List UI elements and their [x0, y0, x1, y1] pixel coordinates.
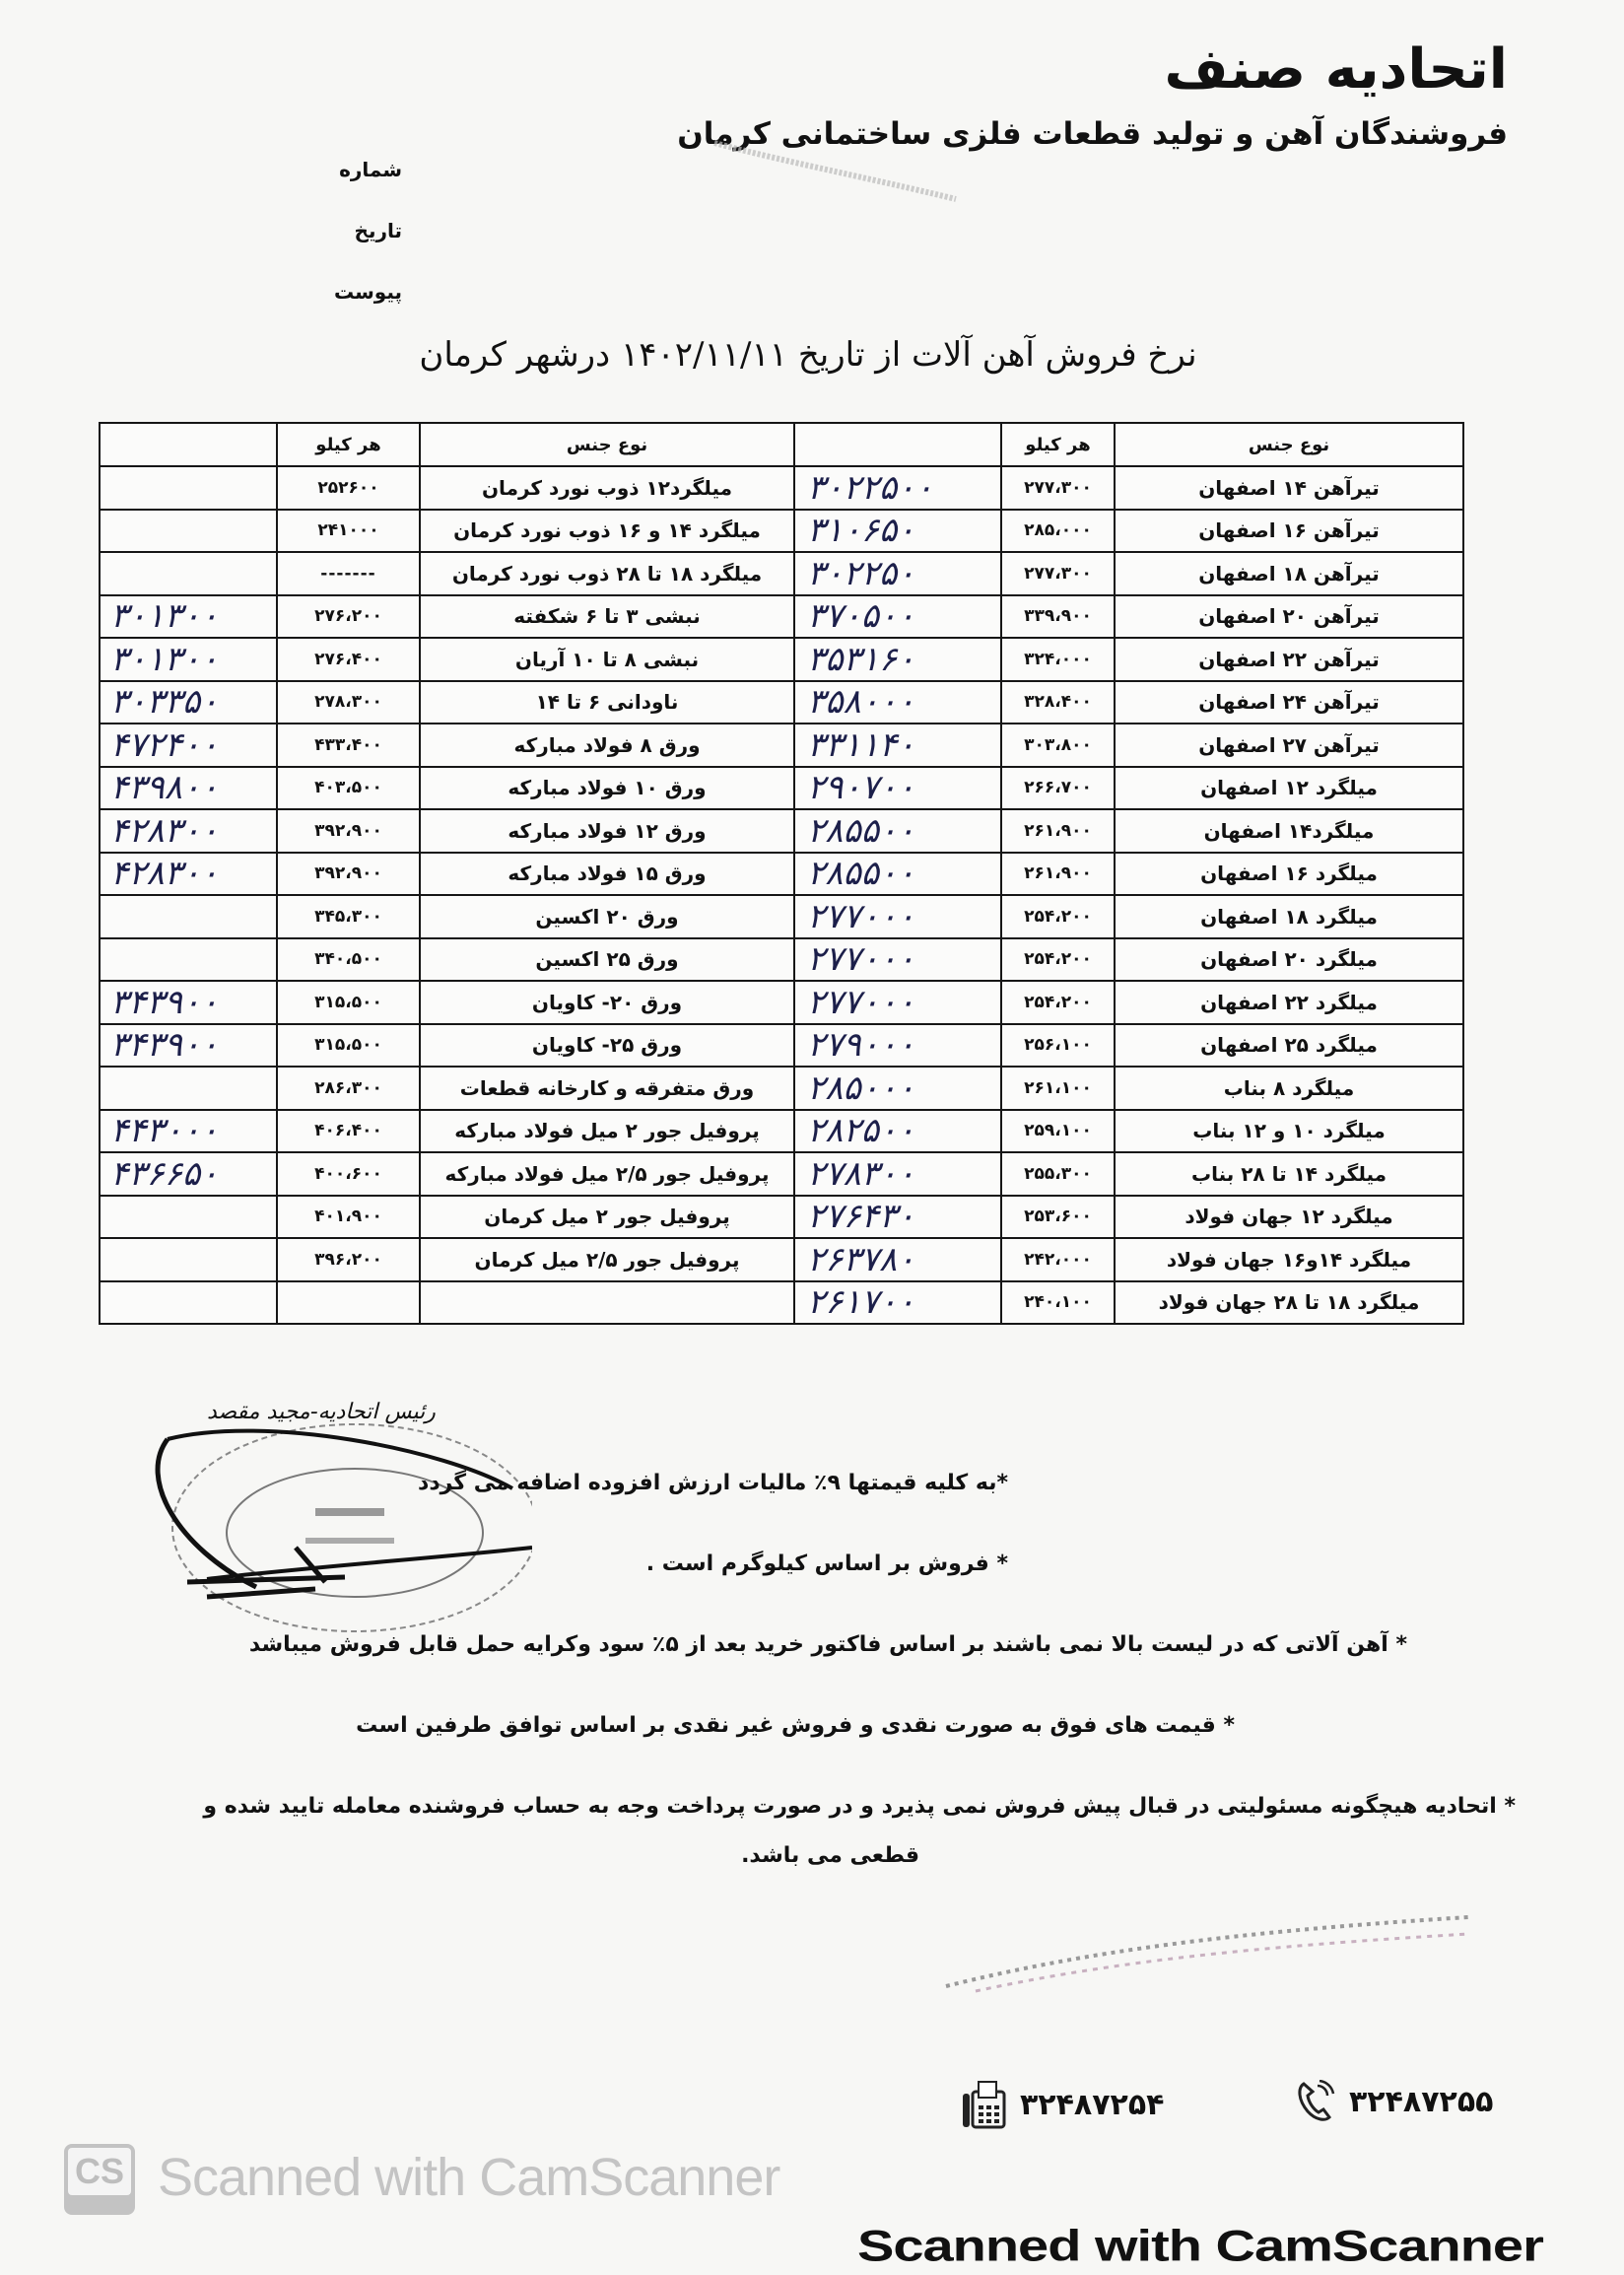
right-item-name: تیرآهن ۱۴ اصفهان — [1115, 466, 1463, 510]
left-price-per-kg: ۳۹۲،۹۰۰ — [277, 853, 420, 896]
left-handwritten-price: ۴۴۳۰۰۰ — [100, 1110, 277, 1153]
camscanner-logo-text: CS — [68, 2148, 131, 2195]
left-handwritten-price: ۳۴۳۹۰۰ — [100, 1024, 277, 1068]
document-title: نرخ فروش آهن آلات از تاریخ ۱۴۰۲/۱۱/۱۱ درشهر کرمان — [419, 335, 1197, 375]
left-price-per-kg: ۳۴۰،۵۰۰ — [277, 938, 420, 982]
note-liability-cont: قطعی می باشد. — [741, 1843, 919, 1868]
right-item-name: میلگرد ۱۲ اصفهان — [1115, 767, 1463, 810]
left-price-per-kg: ۳۱۵،۵۰۰ — [277, 1024, 420, 1068]
left-item-name: پروفیل جور ۲/۵ میل کرمان — [420, 1238, 794, 1281]
right-price-per-kg: ۲۷۷،۳۰۰ — [1001, 466, 1115, 510]
left-item-name: ورق ۲۵ اکسین — [420, 938, 794, 982]
table-row — [100, 681, 1463, 724]
table-row — [100, 853, 1463, 896]
fax-icon — [961, 2080, 1006, 2129]
left-item-name: ورق متفرقه و کارخانه قطعات — [420, 1067, 794, 1110]
camscanner-footer: Scanned with CamScanner — [857, 2220, 1543, 2271]
right-price-per-kg: ۲۴۲،۰۰۰ — [1001, 1238, 1115, 1281]
left-handwritten-price — [100, 895, 277, 938]
table-row — [100, 638, 1463, 681]
left-price-per-kg: ۳۱۵،۵۰۰ — [277, 981, 420, 1024]
table-row — [100, 1024, 1463, 1068]
left-price-per-kg: ۲۷۸،۳۰۰ — [277, 681, 420, 724]
left-price-per-kg: ۴۰۳،۵۰۰ — [277, 767, 420, 810]
right-item-name: میلگرد۱۴ اصفهان — [1115, 809, 1463, 853]
left-item-name: میلگرد ۱۴ و ۱۶ ذوب نورد کرمان — [420, 510, 794, 553]
right-price-per-kg: ۲۴۰،۱۰۰ — [1001, 1281, 1115, 1325]
left-item-name: ورق ۲۰ اکسین — [420, 895, 794, 938]
right-price-per-kg: ۲۵۴،۲۰۰ — [1001, 981, 1115, 1024]
right-price-per-kg: ۲۵۹،۱۰۰ — [1001, 1110, 1115, 1153]
org-subtitle: فروشندگان آهن و تولید قطعات فلزی ساختمانی کرمان — [677, 116, 1508, 152]
left-price-per-kg: ۳۹۶،۲۰۰ — [277, 1238, 420, 1281]
left-handwritten-price: ۴۲۸۳۰۰ — [100, 809, 277, 853]
right-handwritten-price: ۲۷۷۰۰۰ — [794, 895, 1001, 938]
left-handwritten-price — [100, 1281, 277, 1325]
left-price-per-kg: ۲۷۶،۲۰۰ — [277, 595, 420, 639]
fax-contact — [961, 2080, 1164, 2129]
left-handwritten-price: ۳۰۱۳۰۰ — [100, 595, 277, 639]
right-price-per-kg: ۳۲۴،۰۰۰ — [1001, 638, 1115, 681]
table-row — [100, 895, 1463, 938]
left-handwritten-header — [100, 423, 277, 466]
left-price-per-kg: ۲۷۶،۴۰۰ — [277, 638, 420, 681]
right-item-name: میلگرد ۸ بناب — [1115, 1067, 1463, 1110]
left-price-per-kg: ۳۴۵،۳۰۰ — [277, 895, 420, 938]
right-handwritten-price: ۳۰۲۲۵۰ — [794, 552, 1001, 595]
left-name-header: نوع جنس — [420, 423, 794, 466]
left-price-per-kg: ۳۹۲،۹۰۰ — [277, 809, 420, 853]
note-per-kg: * فروش بر اساس کیلوگرم است . — [645, 1551, 1008, 1576]
right-handwritten-price: ۲۶۳۷۸۰ — [794, 1238, 1001, 1281]
left-handwritten-price: ۴۳۹۸۰۰ — [100, 767, 277, 810]
note-cash-prices: * قیمت های فوق به صورت نقدی و فروش غیر نقدی بر اساس توافق طرفین است — [356, 1713, 1235, 1738]
left-price-per-kg: ۲۴۱۰۰۰ — [277, 510, 420, 553]
table-row — [100, 809, 1463, 853]
right-item-name: تیرآهن ۲۴ اصفهان — [1115, 681, 1463, 724]
right-handwritten-price: ۳۰۲۲۵۰۰ — [794, 466, 1001, 510]
table-row — [100, 724, 1463, 767]
camscanner-logo-icon — [64, 2144, 135, 2215]
left-item-name: ورق ۲۰- کاویان — [420, 981, 794, 1024]
right-item-name: تیرآهن ۱۸ اصفهان — [1115, 552, 1463, 595]
right-handwritten-price: ۲۸۵۰۰۰ — [794, 1067, 1001, 1110]
right-handwritten-price: ۳۵۸۰۰۰ — [794, 681, 1001, 724]
phone-contact — [1296, 2080, 1493, 2123]
left-handwritten-price — [100, 552, 277, 595]
phone-icon — [1296, 2080, 1335, 2123]
left-handwritten-price — [100, 510, 277, 553]
table-row — [100, 981, 1463, 1024]
table-row — [100, 552, 1463, 595]
right-item-name: میلگرد ۱۴ تا ۲۸ بناب — [1115, 1152, 1463, 1196]
meta-attachment-label: پیوست — [333, 280, 402, 304]
signature-text: رئیس اتحادیه-مجید مقصد — [207, 1400, 436, 1424]
right-item-name: میلگرد ۱۸ تا ۲۸ جهان فولاد — [1115, 1281, 1463, 1325]
right-handwritten-price: ۲۷۹۰۰۰ — [794, 1024, 1001, 1068]
right-item-name: میلگرد ۱۸ اصفهان — [1115, 895, 1463, 938]
union-stamp-icon — [148, 1410, 532, 1641]
right-price-per-kg: ۳۳۹،۹۰۰ — [1001, 595, 1115, 639]
table-row — [100, 1152, 1463, 1196]
right-price-per-kg: ۲۶۱،۱۰۰ — [1001, 1067, 1115, 1110]
fax-number: ۳۲۴۸۷۲۵۴ — [1020, 2087, 1165, 2122]
right-price-per-kg: ۲۶۱،۹۰۰ — [1001, 853, 1115, 896]
right-handwritten-price: ۲۹۰۷۰۰ — [794, 767, 1001, 810]
left-item-name — [420, 1281, 794, 1325]
scan-smear-decoration — [710, 138, 966, 207]
meta-date-label: تاریخ — [354, 219, 402, 242]
left-price-per-kg: ۴۰۱،۹۰۰ — [277, 1196, 420, 1239]
left-handwritten-price — [100, 1196, 277, 1239]
camscanner-watermark: Scanned with CamScanner — [158, 2148, 780, 2207]
right-item-name: میلگرد ۱۶ اصفهان — [1115, 853, 1463, 896]
right-handwritten-price: ۲۷۸۳۰۰ — [794, 1152, 1001, 1196]
right-price-per-kg: ۲۸۵،۰۰۰ — [1001, 510, 1115, 553]
right-handwritten-price: ۳۷۰۵۰۰ — [794, 595, 1001, 639]
right-price-per-kg: ۲۵۳،۶۰۰ — [1001, 1196, 1115, 1239]
left-handwritten-price — [100, 466, 277, 510]
left-item-name: نبشی ۳ تا ۶ شکفته — [420, 595, 794, 639]
right-handwritten-price: ۳۳۱۱۴۰ — [794, 724, 1001, 767]
right-price-per-kg: ۲۵۴،۲۰۰ — [1001, 895, 1115, 938]
right-item-name: میلگرد ۱۲ جهان فولاد — [1115, 1196, 1463, 1239]
right-price-per-kg: ۲۵۴،۲۰۰ — [1001, 938, 1115, 982]
right-item-name: تیرآهن ۱۶ اصفهان — [1115, 510, 1463, 553]
table-row — [100, 1110, 1463, 1153]
phone-number: ۳۲۴۸۷۲۵۵ — [1349, 2084, 1494, 2119]
table-row — [100, 938, 1463, 982]
right-item-name: میلگرد ۱۰ و ۱۲ بناب — [1115, 1110, 1463, 1153]
left-item-name: ورق ۸ فولاد مبارکه — [420, 724, 794, 767]
left-handwritten-price: ۳۰۱۳۰۰ — [100, 638, 277, 681]
left-item-name: نبشی ۸ تا ۱۰ آریان — [420, 638, 794, 681]
note-unlisted-items: * آهن آلاتی که در لیست بالا نمی باشند بر اساس فاکتور خرید بعد از ۵٪ سود وکرایه حمل قابل فروش میباشد — [248, 1632, 1407, 1657]
right-item-name: تیرآهن ۲۰ اصفهان — [1115, 595, 1463, 639]
left-handwritten-price: ۳۴۳۹۰۰ — [100, 981, 277, 1024]
left-item-name: میلگرد ۱۸ تا ۲۸ ذوب نورد کرمان — [420, 552, 794, 595]
right-price-per-kg: ۲۷۷،۳۰۰ — [1001, 552, 1115, 595]
right-item-name: میلگرد ۲۰ اصفهان — [1115, 938, 1463, 982]
right-price-per-kg: ۲۵۶،۱۰۰ — [1001, 1024, 1115, 1068]
left-handwritten-price: ۴۳۶۶۵۰ — [100, 1152, 277, 1196]
left-item-name: ورق ۱۵ فولاد مبارکه — [420, 853, 794, 896]
right-name-header: نوع جنس — [1115, 423, 1463, 466]
note-vat: *به کلیه قیمتها ۹٪ مالیات ارزش افزوده اضافه می گردد — [418, 1471, 1008, 1495]
table-body — [100, 466, 1463, 1324]
left-item-name: پروفیل جور ۲ میل فولاد مبارکه — [420, 1110, 794, 1153]
right-handwritten-price: ۲۸۵۵۰۰ — [794, 853, 1001, 896]
table-row — [100, 1281, 1463, 1325]
left-price-per-kg: ۴۰۰،۶۰۰ — [277, 1152, 420, 1196]
left-handwritten-price: ۴۲۸۳۰۰ — [100, 853, 277, 896]
left-item-name: ورق ۱۰ فولاد مبارکه — [420, 767, 794, 810]
left-item-name: پروفیل جور ۲ میل کرمان — [420, 1196, 794, 1239]
left-price-per-kg: ۴۳۳،۴۰۰ — [277, 724, 420, 767]
right-handwritten-price: ۲۷۶۴۳۰ — [794, 1196, 1001, 1239]
left-price-per-kg — [277, 1281, 420, 1325]
right-handwritten-header — [794, 423, 1001, 466]
note-liability: * اتحادیه هیچگونه مسئولیتی در قبال پیش فروش نمی پذیرد و در صورت پرداخت وجه به حساب فروشنده معامله تایید شده و — [203, 1794, 1516, 1819]
right-price-header: هر کیلو — [1001, 423, 1115, 466]
right-price-per-kg: ۳۲۸،۴۰۰ — [1001, 681, 1115, 724]
right-item-name: تیرآهن ۲۷ اصفهان — [1115, 724, 1463, 767]
right-price-per-kg: ۳۰۳،۸۰۰ — [1001, 724, 1115, 767]
faint-stamp-trace — [936, 1912, 1488, 2001]
table-row — [100, 595, 1463, 639]
org-title: اتحادیه صنف — [1164, 37, 1508, 102]
right-item-name: میلگرد ۱۴و۱۶ جهان فولاد — [1115, 1238, 1463, 1281]
right-price-per-kg: ۲۶۱،۹۰۰ — [1001, 809, 1115, 853]
right-item-name: تیرآهن ۲۲ اصفهان — [1115, 638, 1463, 681]
left-item-name: پروفیل جور ۲/۵ میل فولاد مبارکه — [420, 1152, 794, 1196]
left-price-per-kg: ۴۰۶،۴۰۰ — [277, 1110, 420, 1153]
right-price-per-kg: ۲۶۶،۷۰۰ — [1001, 767, 1115, 810]
right-handwritten-price: ۲۷۷۰۰۰ — [794, 938, 1001, 982]
right-handwritten-price: ۳۱۰۶۵۰ — [794, 510, 1001, 553]
left-price-per-kg: ------- — [277, 552, 420, 595]
right-handwritten-price: ۲۸۲۵۰۰ — [794, 1110, 1001, 1153]
meta-number-label: شماره — [339, 158, 402, 181]
table-header-row — [100, 423, 1463, 466]
table-row — [100, 510, 1463, 553]
right-handwritten-price: ۲۸۵۵۰۰ — [794, 809, 1001, 853]
table-row — [100, 466, 1463, 510]
table-row — [100, 1238, 1463, 1281]
right-price-per-kg: ۲۵۵،۳۰۰ — [1001, 1152, 1115, 1196]
right-handwritten-price: ۲۷۷۰۰۰ — [794, 981, 1001, 1024]
left-handwritten-price — [100, 938, 277, 982]
table-row — [100, 767, 1463, 810]
left-item-name: ناودانی ۶ تا ۱۴ — [420, 681, 794, 724]
left-handwritten-price — [100, 1238, 277, 1281]
left-handwritten-price — [100, 1067, 277, 1110]
price-table — [99, 422, 1464, 1325]
left-handwritten-price: ۳۰۳۳۵۰ — [100, 681, 277, 724]
left-item-name: ورق ۱۲ فولاد مبارکه — [420, 809, 794, 853]
left-price-per-kg: ۲۸۶،۳۰۰ — [277, 1067, 420, 1110]
left-price-per-kg: ۲۵۲۶۰۰ — [277, 466, 420, 510]
right-item-name: میلگرد ۲۲ اصفهان — [1115, 981, 1463, 1024]
table-row — [100, 1196, 1463, 1239]
left-handwritten-price: ۴۷۲۴۰۰ — [100, 724, 277, 767]
right-handwritten-price: ۲۶۱۷۰۰ — [794, 1281, 1001, 1325]
left-price-header: هر کیلو — [277, 423, 420, 466]
right-item-name: میلگرد ۲۵ اصفهان — [1115, 1024, 1463, 1068]
right-handwritten-price: ۳۵۳۱۶۰ — [794, 638, 1001, 681]
left-item-name: میلگرد۱۲ ذوب نورد کرمان — [420, 466, 794, 510]
table-row — [100, 1067, 1463, 1110]
left-item-name: ورق ۲۵- کاویان — [420, 1024, 794, 1068]
